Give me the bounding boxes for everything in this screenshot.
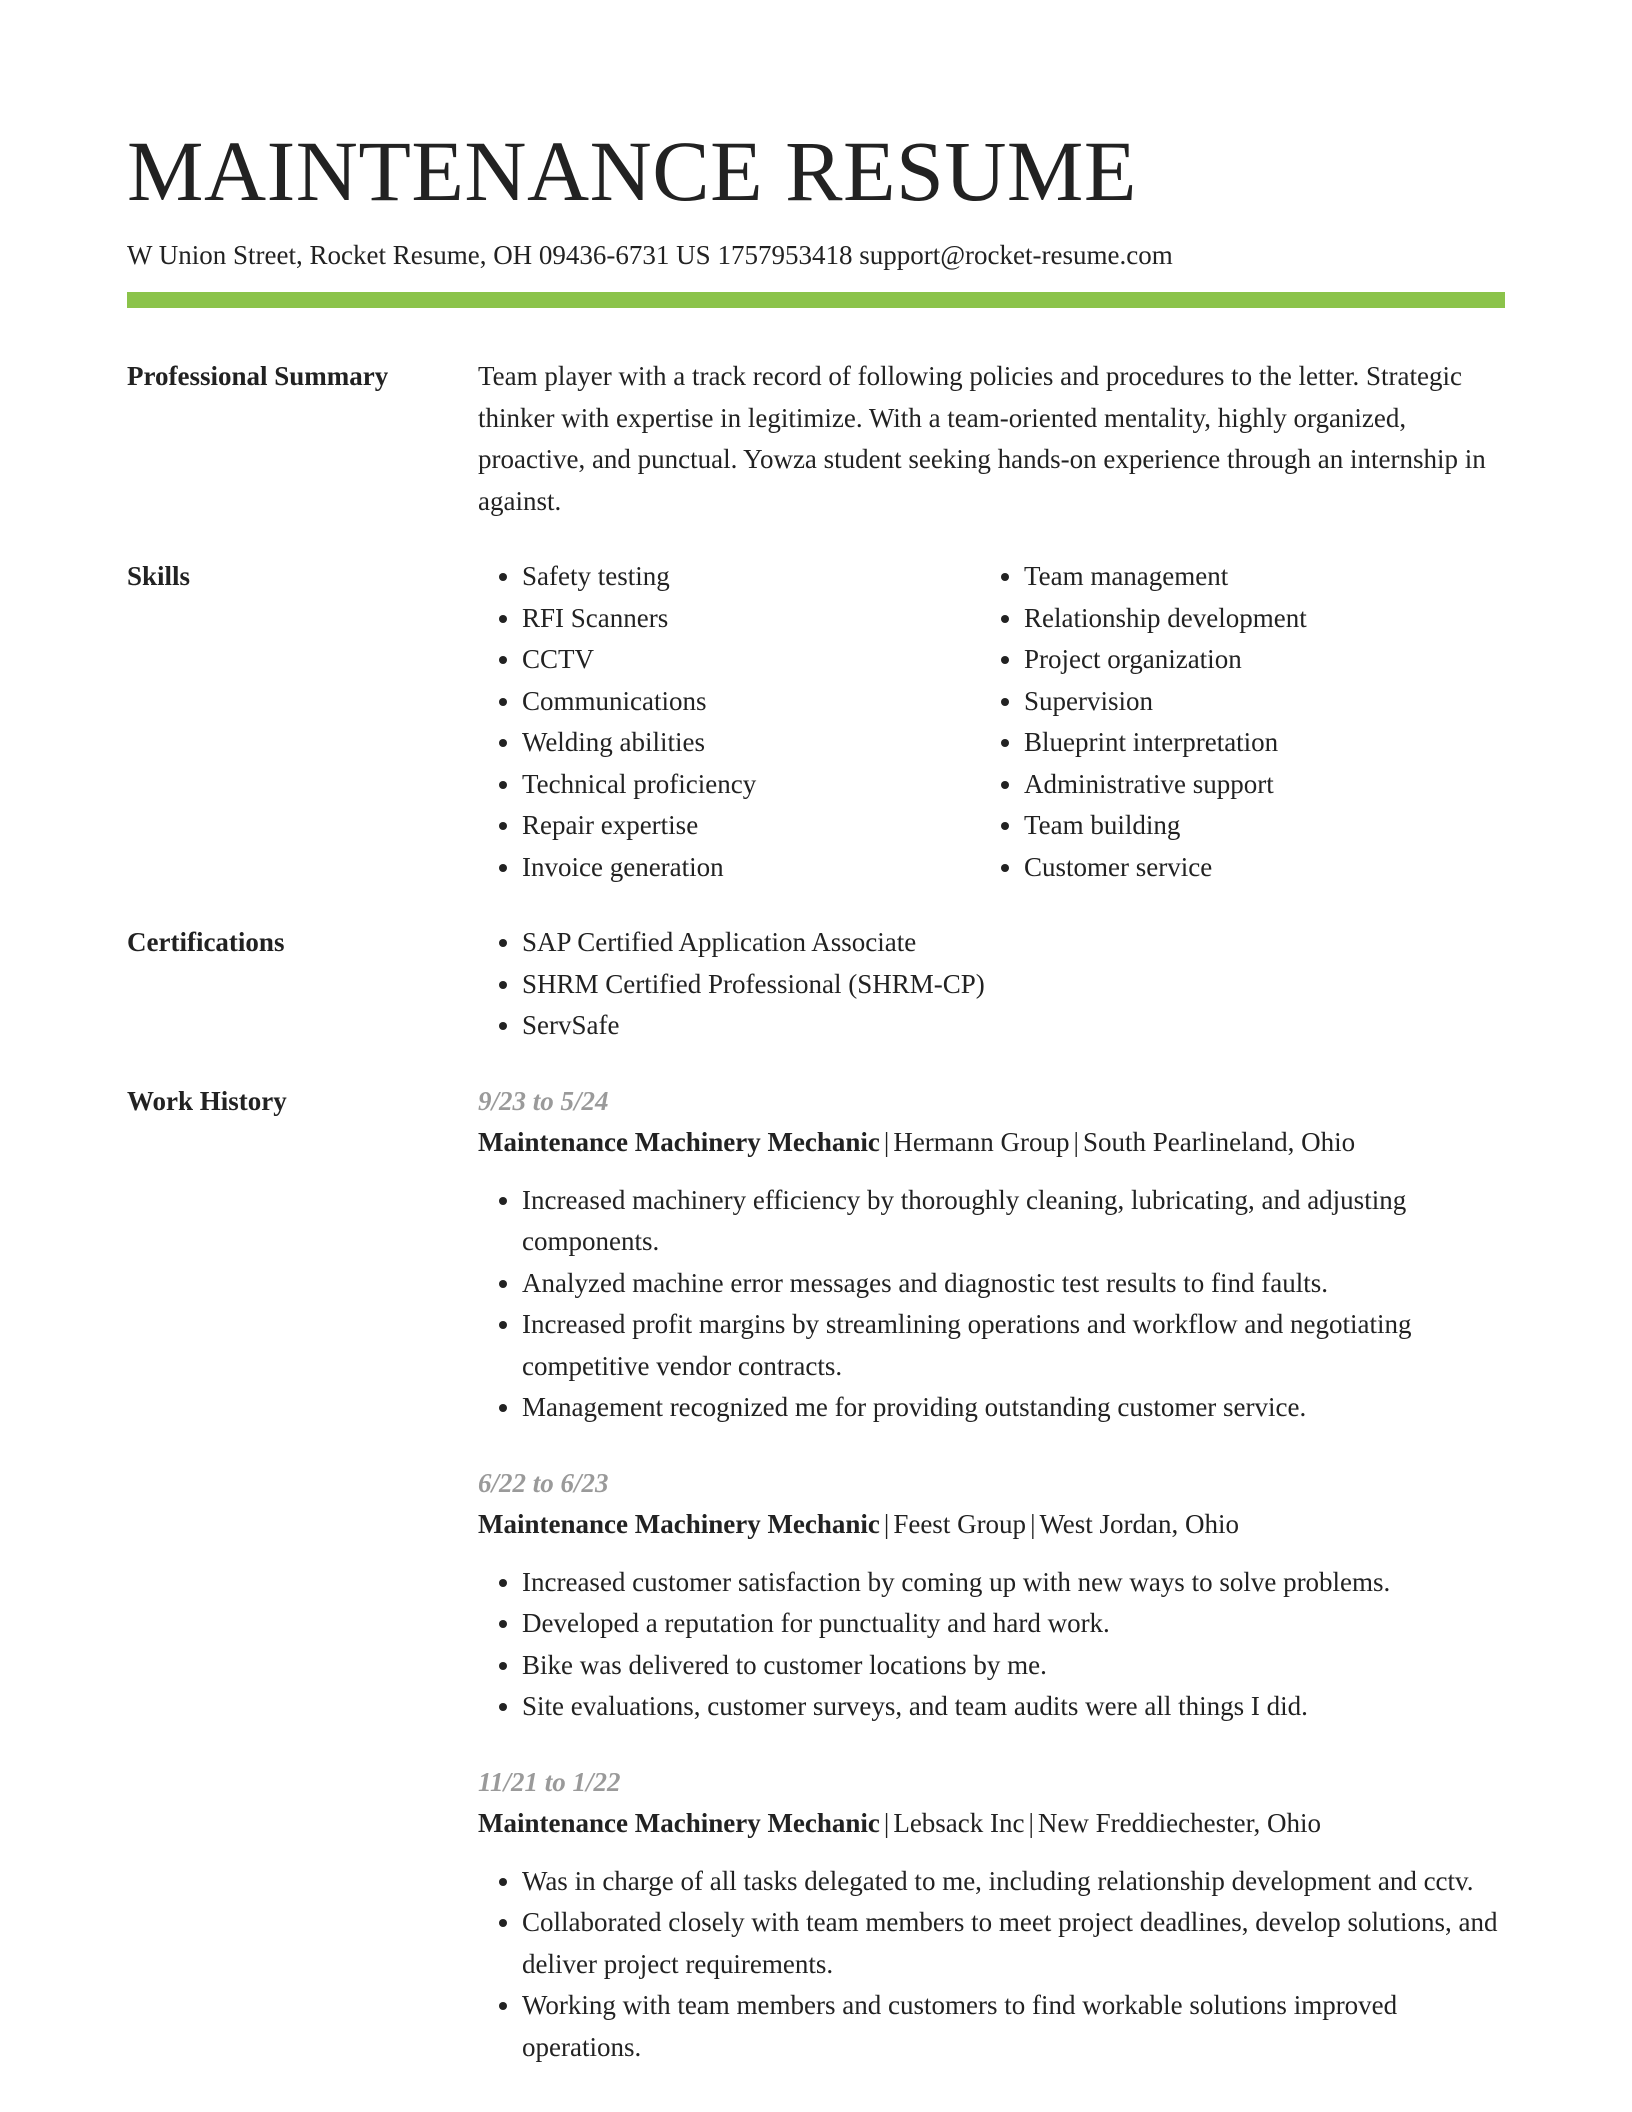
job-bullets xyxy=(478,1861,1505,2069)
job-bullet: • Increased profit margins by streamlining operations and workflow and negotiating competitive vendor contracts. xyxy=(522,1304,1505,1387)
job-bullet: • Analyzed machine error messages and diagnostic test results to find faults. xyxy=(522,1263,1505,1305)
job-heading xyxy=(478,1803,1505,1845)
skill-item: • Repair expertise xyxy=(522,805,980,847)
skill-item: • Relationship development xyxy=(1024,598,1505,640)
accent-divider xyxy=(127,292,1505,308)
job-bullet: • Bike was delivered to customer locations by me. xyxy=(522,1645,1505,1687)
job-heading xyxy=(478,1122,1505,1164)
summary-heading: Professional Summary xyxy=(127,361,389,392)
resume-name: MAINTENANCE RESUME xyxy=(127,123,1137,219)
job-bullet: • Working with team members and customers to find workable solutions improved operations. xyxy=(522,1985,1505,2068)
job-company: Lebsack Inc xyxy=(893,1808,1025,1839)
separator: | xyxy=(883,1127,890,1158)
job-bullet: • Site evaluations, customer surveys, and team audits were all things I did. xyxy=(522,1686,1505,1728)
skills-body xyxy=(478,556,1505,888)
certifications-list xyxy=(478,922,1505,1047)
skills-heading: Skills xyxy=(127,561,191,592)
job-bullet: • Increased machinery efficiency by thoroughly cleaning, lubricating, and adjusting components. xyxy=(522,1180,1505,1263)
job-heading xyxy=(478,1504,1505,1546)
separator: | xyxy=(1028,1808,1034,1839)
skill-item: • Customer service xyxy=(1024,847,1505,889)
summary-text: Team player with a track record of following policies and procedures to the letter. Strategic thinker with expertise in legitimize. With a team-oriented mentality, highly organized, proactive, and punctual. Yowza student seeking hands-on experience through an internship in against. xyxy=(478,361,1486,516)
job-bullet: • Increased customer satisfaction by coming up with new ways to solve problems. xyxy=(522,1562,1505,1604)
summary-section xyxy=(127,356,1505,522)
skill-item: • CCTV xyxy=(522,639,980,681)
certification-item: • SHRM Certified Professional (SHRM-CP) xyxy=(522,964,1505,1006)
job-title: Maintenance Machinery Mechanic xyxy=(478,1127,880,1158)
job-title: Maintenance Machinery Mechanic xyxy=(478,1808,880,1839)
work-history-body xyxy=(478,1081,1505,2069)
skills-section xyxy=(127,556,1505,888)
certifications-body xyxy=(478,922,1505,1047)
job-location: West Jordan, Ohio xyxy=(1039,1509,1240,1540)
skill-item: • Project organization xyxy=(1024,639,1505,681)
skill-item: • Safety testing xyxy=(522,556,980,598)
job-bullet: • Collaborated closely with team members to meet project deadlines, develop solutions, and deliver project requirements. xyxy=(522,1902,1505,1985)
skill-item: • Team building xyxy=(1024,805,1505,847)
contact-line: W Union Street, Rocket Resume, OH 09436-6731 US 1757953418 support@rocket-resume.com xyxy=(127,240,1173,270)
job-entry xyxy=(478,1463,1505,1728)
certifications-section xyxy=(127,922,1505,1047)
skill-item: • RFI Scanners xyxy=(522,598,980,640)
job-entry xyxy=(478,1081,1505,1429)
work-history-section xyxy=(127,1081,1505,2069)
skill-item: • Technical proficiency xyxy=(522,764,980,806)
job-bullet: • Was in charge of all tasks delegated to me, including relationship development and cctv. xyxy=(522,1861,1505,1903)
skill-item: • Blueprint interpretation xyxy=(1024,722,1505,764)
job-dates: 6/22 to 6/23 xyxy=(478,1467,609,1498)
job-bullet: • Developed a reputation for punctuality and hard work. xyxy=(522,1603,1505,1645)
skills-list-right xyxy=(980,556,1505,888)
skill-item: • Welding abilities xyxy=(522,722,980,764)
separator: | xyxy=(883,1509,890,1540)
job-title: Maintenance Machinery Mechanic xyxy=(478,1509,880,1540)
work-history-heading: Work History xyxy=(127,1085,287,1116)
job-bullet: • Management recognized me for providing outstanding customer service. xyxy=(522,1387,1505,1429)
job-bullets xyxy=(478,1562,1505,1728)
job-dates: 9/23 to 5/24 xyxy=(478,1085,609,1116)
job-dates: 11/21 to 1/22 xyxy=(478,1766,621,1797)
skill-item: • Supervision xyxy=(1024,681,1505,723)
separator: | xyxy=(883,1808,890,1839)
job-company: Hermann Group xyxy=(893,1127,1070,1158)
skill-item: • Team management xyxy=(1024,556,1505,598)
certification-item: • SAP Certified Application Associate xyxy=(522,922,1505,964)
skill-item: • Communications xyxy=(522,681,980,723)
skill-item: • Invoice generation xyxy=(522,847,980,889)
job-location: South Pearlineland, Ohio xyxy=(1082,1127,1356,1158)
job-company: Feest Group xyxy=(893,1509,1027,1540)
certification-item: • ServSafe xyxy=(522,1005,1505,1047)
job-bullets xyxy=(478,1180,1505,1429)
summary-body xyxy=(478,356,1505,522)
skills-list-left xyxy=(478,556,980,888)
separator: | xyxy=(1030,1509,1036,1540)
job-location: New Freddiechester, Ohio xyxy=(1037,1808,1321,1839)
certifications-heading: Certifications xyxy=(127,927,285,958)
job-entry xyxy=(478,1762,1505,2069)
separator: | xyxy=(1073,1127,1079,1158)
skill-item: • Administrative support xyxy=(1024,764,1505,806)
